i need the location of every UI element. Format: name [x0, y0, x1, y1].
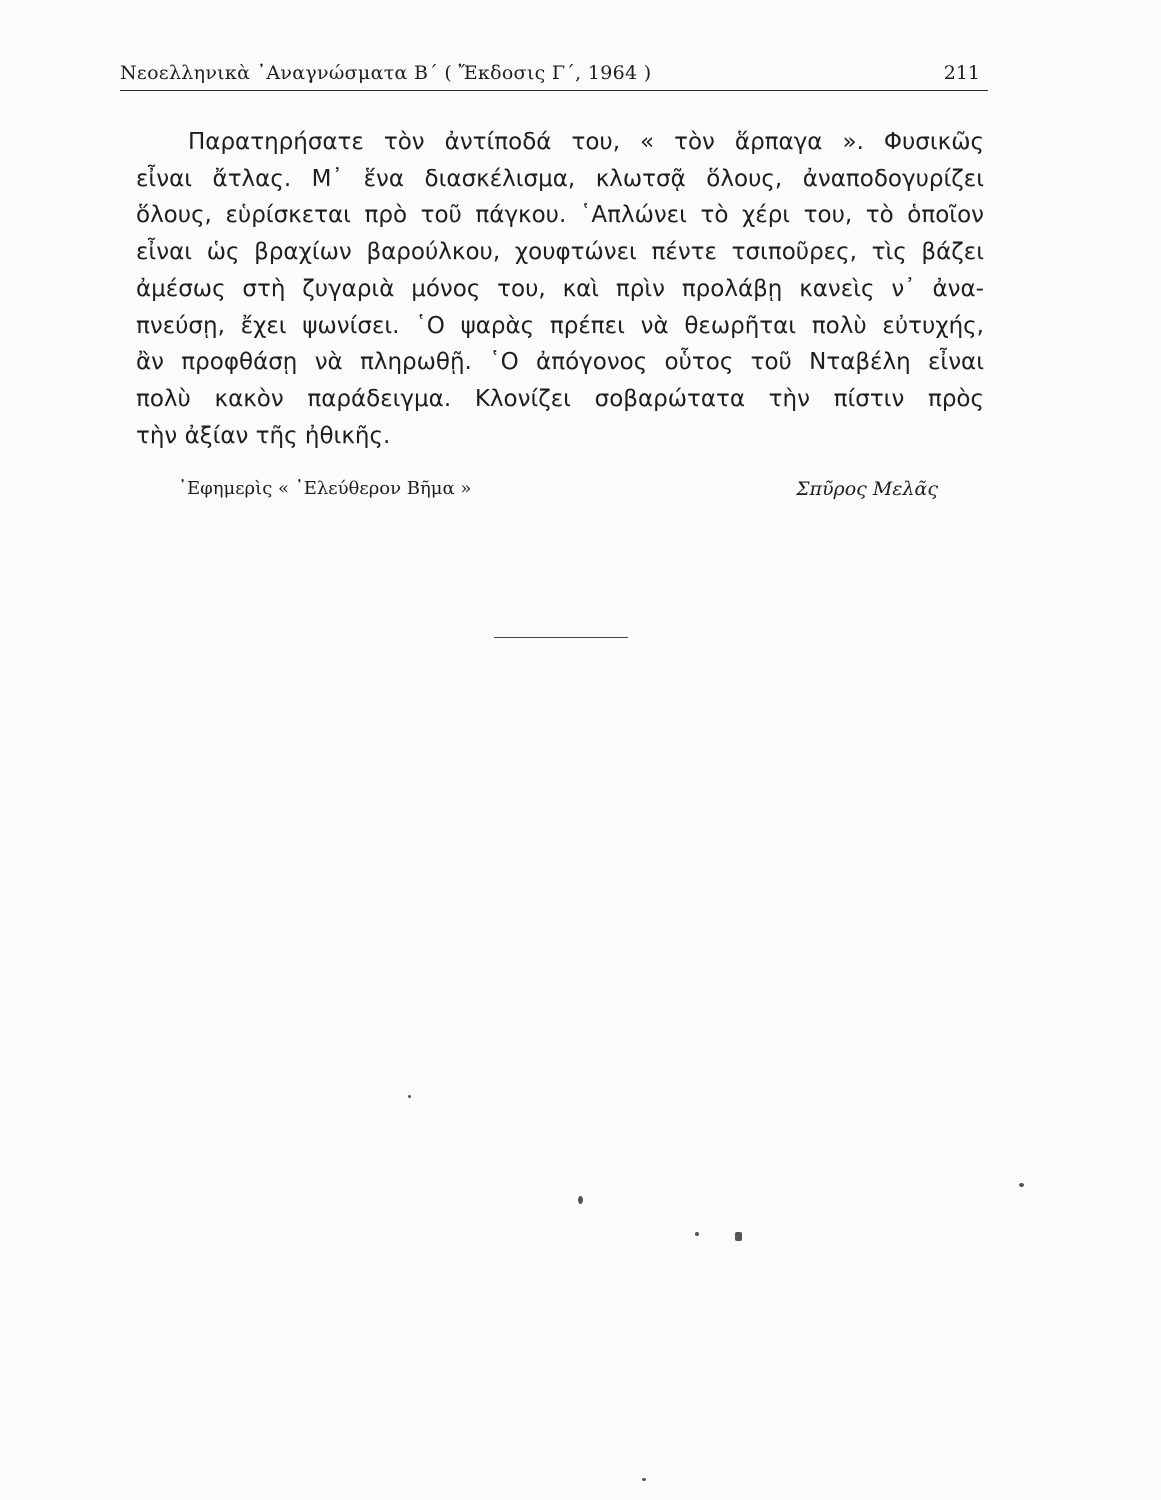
- paragraph-line-last: τὴν ἀξίαν τῆς ἠθικῆς.: [136, 422, 391, 449]
- paragraph-line: πνεύσῃ, ἔχει ψωνίσει. ῾Ο ψαρὰς πρέπει νὰ θεωρῆται πολὺ εὐτυχής,: [136, 312, 984, 339]
- paragraph-line: ἂν προφθάσῃ νὰ πληρωθῇ. ῾Ο ἀπόγονος οὗτος τοῦ Νταβέλη εἶναι: [136, 349, 984, 376]
- print-speck: [642, 1478, 646, 1481]
- paragraph-line: ἀμέσως στὴ ζυγαριὰ μόνος του, καὶ πρὶν προλάβῃ κανεὶς ν᾿ ἀνα-: [136, 275, 984, 302]
- print-speck: [695, 1232, 699, 1236]
- source-publication: ᾿Εφημερὶς « ᾿Ελεύθερον Βῆμα »: [178, 478, 472, 499]
- print-speck: [735, 1232, 742, 1241]
- running-head-title: Νεοελληνικὰ ᾿Αναγνώσματα Β΄ ( Ἔκδοσις Γ΄, 1964 ): [120, 62, 652, 84]
- body-paragraph: [136, 124, 984, 454]
- paragraph-line: εἶναι ἄτλας. Μ᾿ ἕνα διασκέλισμα, κλωτσᾷ ὅλους, ἀναποδογυρίζει: [136, 165, 984, 192]
- paragraph-line: Παρατηρήσατε τὸν ἀντίποδά του, « τὸν ἅρπαγα ». Φυσικῶς: [188, 129, 984, 155]
- print-speck: [578, 1196, 583, 1204]
- author-name: Σπῦρος Μελᾶς: [796, 478, 938, 500]
- paragraph-line: εἶναι ὡς βραχίων βαρούλκου, χουφτώνει πέντε τσιποῦρες, τὶς βάζει: [136, 239, 984, 266]
- running-head: [120, 58, 988, 91]
- paragraph-line: ὅλους, εὑρίσκεται πρὸ τοῦ πάγκου. ῾Απλώνει τὸ χέρι του, τὸ ὁποῖον: [136, 202, 984, 229]
- print-speck: [408, 1095, 411, 1098]
- print-speck: [1019, 1183, 1024, 1187]
- end-rule: [494, 637, 628, 638]
- page-number: 211: [943, 62, 980, 84]
- paragraph-line: πολὺ κακὸν παράδειγμα. Κλονίζει σοβαρώτατα τὴν πίστιν πρὸς: [136, 385, 984, 412]
